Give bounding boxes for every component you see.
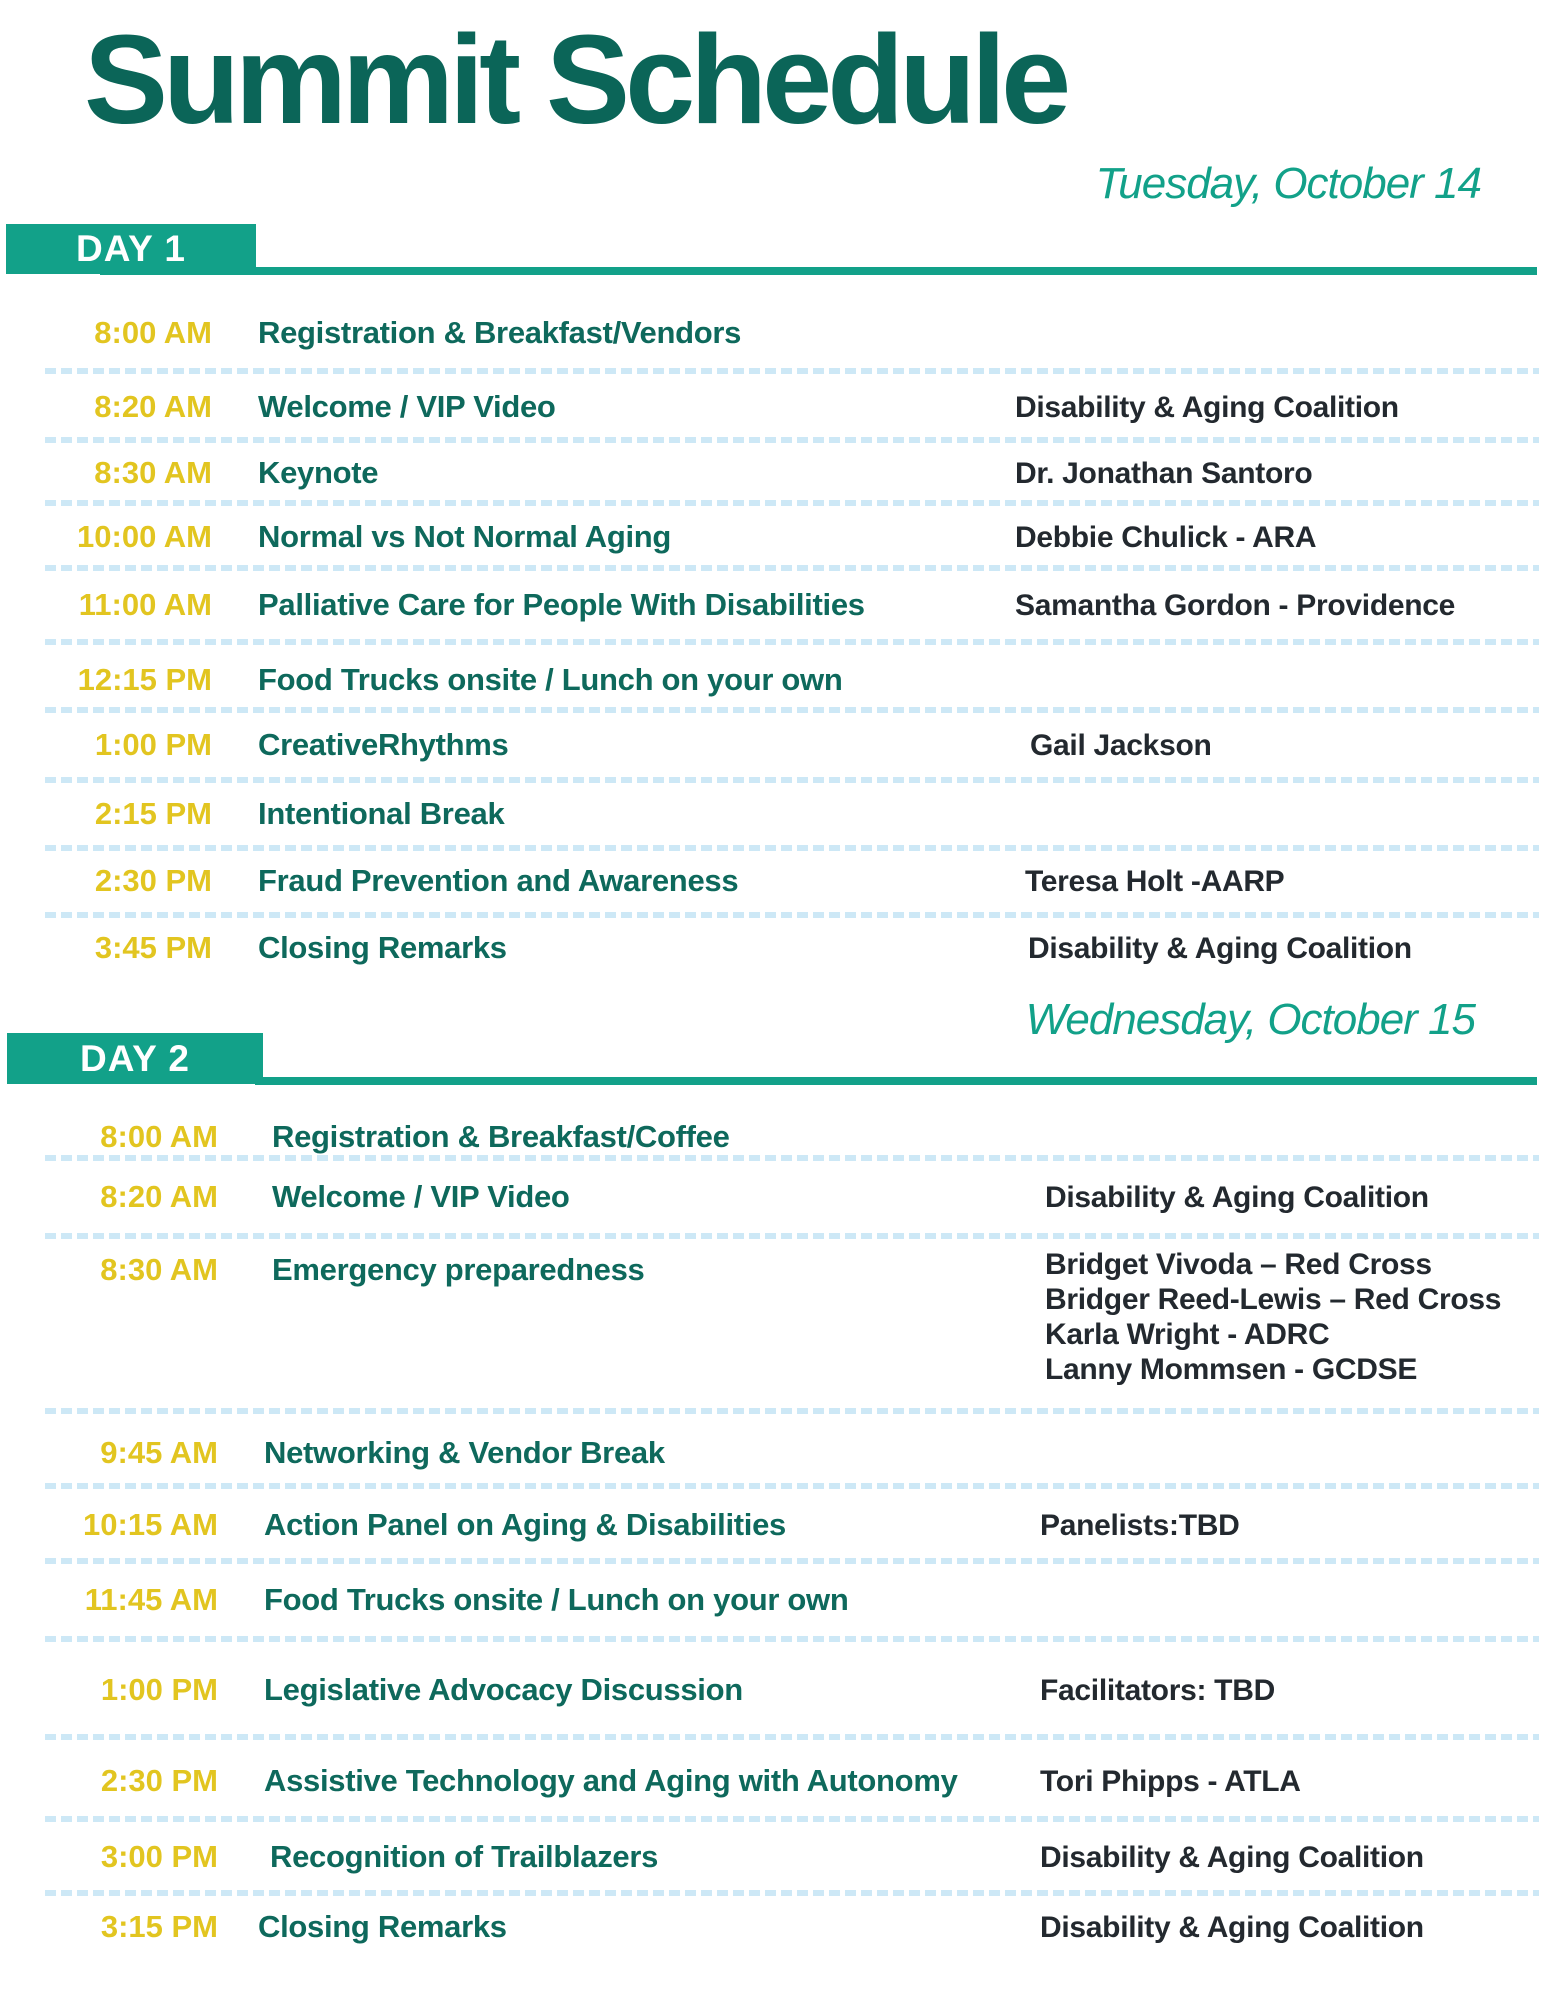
schedule-row: [0, 1117, 1545, 1157]
schedule-row: [0, 1837, 1545, 1877]
session-title: Action Panel on Aging & Disabilities: [264, 1507, 786, 1542]
session-time: 2:30 PM: [94, 863, 212, 898]
row-divider: [45, 1155, 1539, 1161]
session-title: Legislative Advocacy Discussion: [264, 1672, 743, 1707]
row-divider: [45, 1890, 1539, 1896]
session-time: 11:45 AM: [84, 1582, 218, 1617]
day2-label: [7, 1033, 263, 1084]
row-divider: [45, 1558, 1539, 1564]
day1-label-text: DAY 1: [76, 228, 186, 269]
session-presenter: Panelists:TBD: [1040, 1509, 1240, 1542]
schedule-row: [0, 1761, 1545, 1801]
row-divider: [45, 368, 1539, 374]
session-time: 8:20 AM: [100, 1179, 218, 1214]
session-presenter: Samantha Gordon - Providence: [1015, 589, 1456, 622]
session-time: 8:30 AM: [94, 455, 212, 490]
schedule-row: [0, 928, 1545, 968]
session-title: Welcome / VIP Video: [258, 389, 556, 424]
row-divider: [45, 1233, 1539, 1239]
session-presenter: Disability & Aging Coalition: [1015, 391, 1399, 424]
session-title: Closing Remarks: [258, 930, 507, 965]
schedule-row: [0, 725, 1545, 765]
day1-label: [6, 224, 256, 274]
row-divider: [45, 565, 1539, 571]
schedule-row: [0, 387, 1545, 427]
schedule-row: [0, 1433, 1545, 1473]
session-time: 3:15 PM: [100, 1909, 218, 1944]
session-title: Registration & Breakfast/Vendors: [258, 315, 742, 350]
row-divider: [45, 1483, 1539, 1489]
schedule-row: [0, 517, 1545, 557]
session-presenters: [1045, 1247, 1501, 1387]
session-time: 11:00 AM: [78, 587, 212, 622]
session-presenter: Teresa Holt -AARP: [1025, 865, 1285, 898]
schedule-row: [0, 861, 1545, 901]
session-time: 8:30 AM: [100, 1252, 218, 1287]
session-presenter: Bridger Reed-Lewis – Red Cross: [1045, 1283, 1502, 1316]
session-title: Assistive Technology and Aging with Autonomy: [264, 1763, 958, 1798]
session-title: Intentional Break: [258, 796, 505, 831]
session-title: Fraud Prevention and Awareness: [258, 863, 739, 898]
session-presenter: Facilitators: TBD: [1040, 1674, 1275, 1707]
session-presenter: Disability & Aging Coalition: [1040, 1911, 1424, 1944]
session-title: CreativeRhythms: [258, 727, 509, 762]
row-divider: [45, 500, 1539, 506]
session-time: 10:15 AM: [83, 1507, 218, 1542]
session-presenter: Gail Jackson: [1030, 729, 1212, 762]
row-divider: [45, 1408, 1539, 1414]
session-time: 1:00 PM: [94, 727, 212, 762]
row-divider: [45, 639, 1539, 645]
session-title: Registration & Breakfast/Coffee: [272, 1119, 730, 1154]
session-presenter: Disability & Aging Coalition: [1040, 1841, 1424, 1874]
row-divider: [45, 1636, 1539, 1642]
session-presenter: Disability & Aging Coalition: [1045, 1181, 1429, 1214]
schedule-row: [0, 1907, 1545, 1947]
row-divider: [45, 777, 1539, 783]
session-time: 10:00 AM: [77, 519, 212, 554]
session-time: 9:45 AM: [100, 1435, 218, 1470]
day1-rule: [100, 267, 1537, 275]
session-time: 3:00 PM: [100, 1839, 218, 1874]
session-title: Emergency preparedness: [272, 1252, 645, 1287]
session-time: 2:15 PM: [94, 796, 212, 831]
day1-date: Tuesday, October 14: [1095, 159, 1481, 208]
session-time: 1:00 PM: [100, 1672, 218, 1707]
row-divider: [45, 845, 1539, 851]
session-title: Palliative Care for People With Disabilities: [258, 587, 865, 622]
schedule-row: [0, 1670, 1545, 1710]
schedule-row: [0, 585, 1545, 625]
session-title: Recognition of Trailblazers: [270, 1839, 659, 1874]
schedule-row: [0, 660, 1545, 700]
session-presenter: Dr. Jonathan Santoro: [1015, 457, 1313, 490]
session-presenter: Karla Wright - ADRC: [1045, 1318, 1330, 1351]
session-presenter: Disability & Aging Coalition: [1028, 932, 1412, 965]
session-time: 12:15 PM: [77, 662, 212, 697]
schedule-row: [0, 453, 1545, 493]
session-title: Closing Remarks: [258, 1909, 507, 1944]
day2-label-text: DAY 2: [80, 1037, 190, 1079]
row-divider: [45, 1816, 1539, 1822]
session-time: 3:45 PM: [94, 930, 212, 965]
session-title: Food Trucks onsite / Lunch on your own: [264, 1582, 849, 1617]
session-title: Normal vs Not Normal Aging: [258, 519, 672, 554]
schedule-row: [0, 1505, 1545, 1545]
schedule-row: [0, 313, 1545, 353]
session-title: Food Trucks onsite / Lunch on your own: [258, 662, 843, 697]
session-presenter: Debbie Chulick - ARA: [1015, 521, 1317, 554]
schedule-row: [0, 1250, 1545, 1390]
session-time: 2:30 PM: [100, 1763, 218, 1798]
session-presenter: Tori Phipps - ATLA: [1040, 1765, 1301, 1798]
session-title: Keynote: [258, 455, 379, 490]
session-title: Welcome / VIP Video: [272, 1179, 570, 1214]
session-time: 8:00 AM: [94, 315, 212, 350]
schedule-row: [0, 1177, 1545, 1217]
session-time: 8:20 AM: [94, 389, 212, 424]
row-divider: [45, 437, 1539, 443]
row-divider: [45, 912, 1539, 918]
session-time: 8:00 AM: [100, 1119, 218, 1154]
session-presenter: Bridget Vivoda – Red Cross: [1045, 1248, 1432, 1281]
day2-rule: [255, 1077, 1537, 1085]
day2-date: Wednesday, October 15: [1025, 995, 1475, 1044]
row-divider: [45, 1734, 1539, 1740]
row-divider: [45, 707, 1539, 713]
schedule-row: [0, 794, 1545, 834]
session-presenter: Lanny Mommsen - GCDSE: [1045, 1353, 1418, 1386]
session-title: Networking & Vendor Break: [264, 1435, 665, 1470]
schedule-row: [0, 1580, 1545, 1620]
page-title: Summit Schedule: [84, 9, 1067, 150]
